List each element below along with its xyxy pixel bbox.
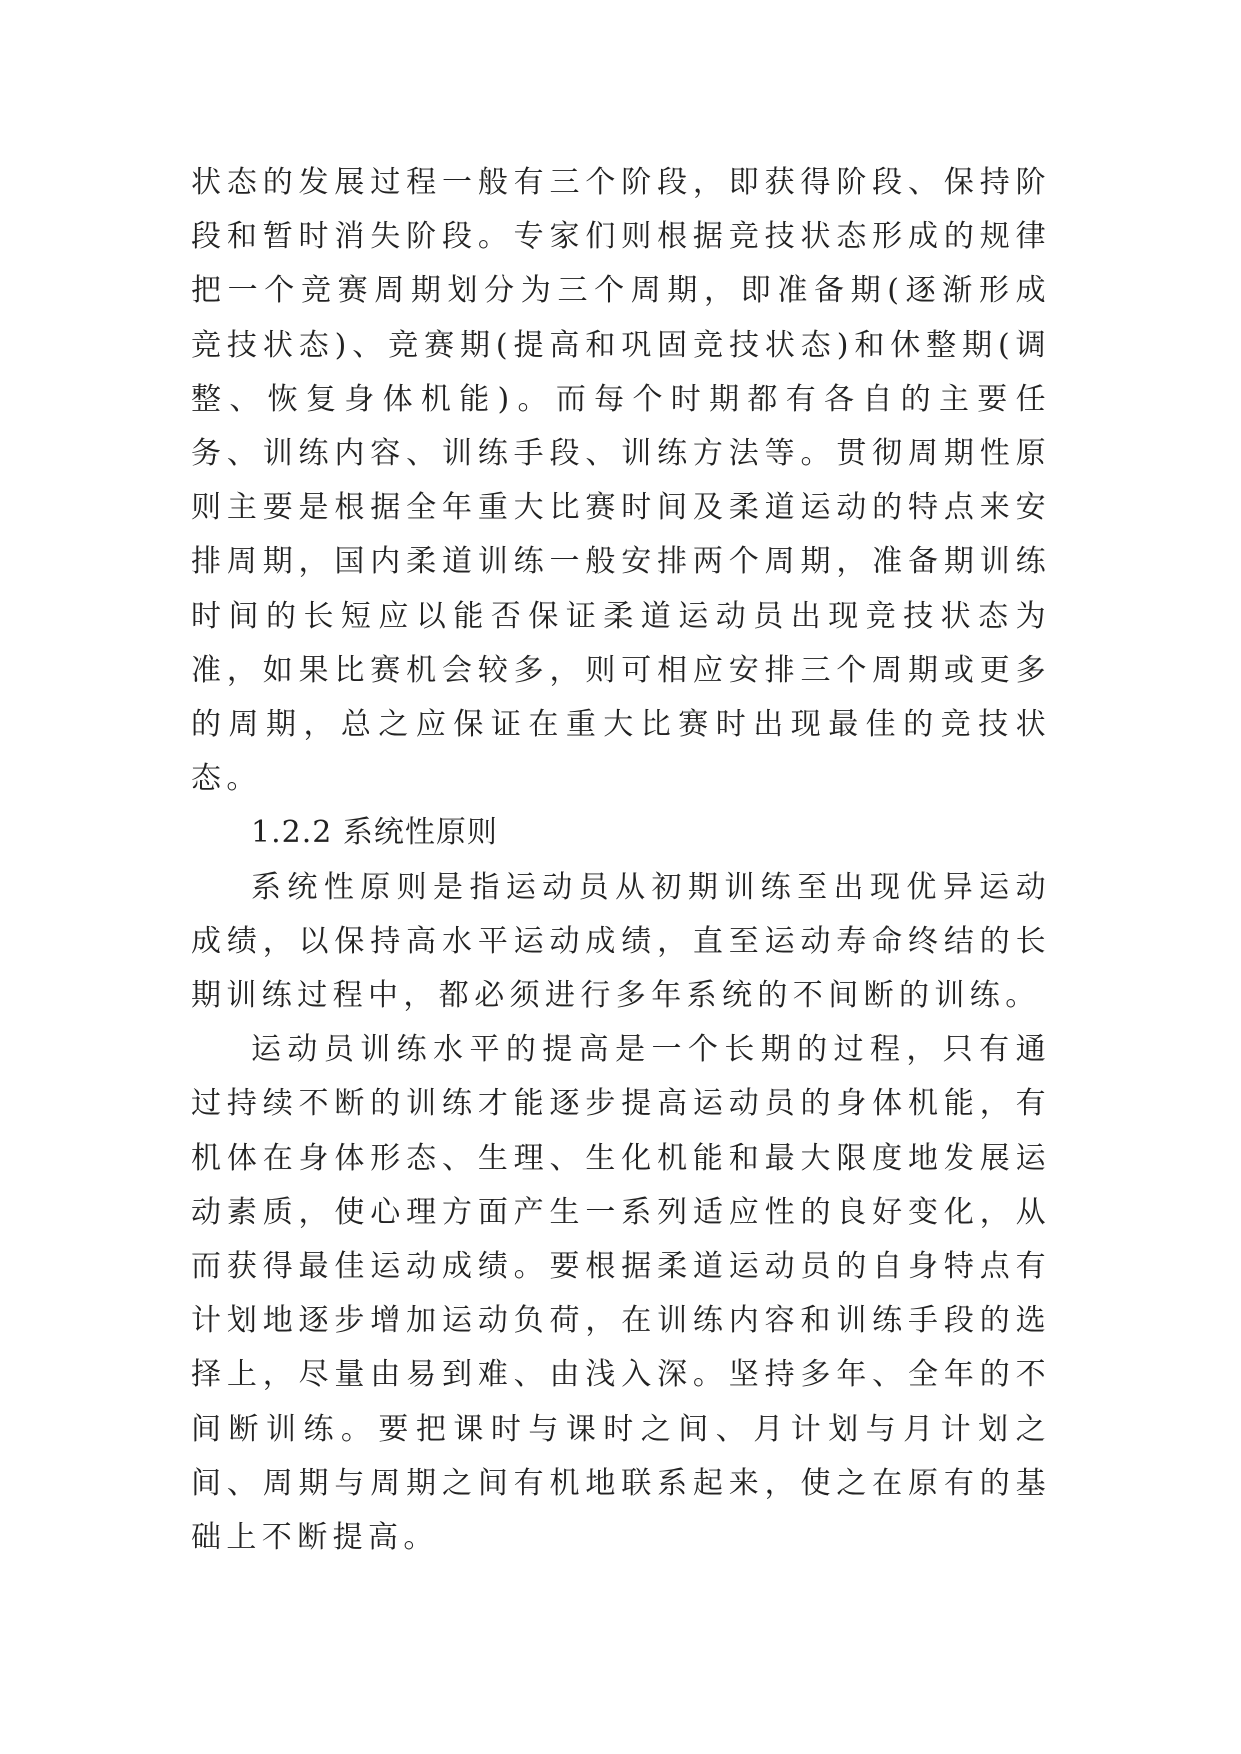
paragraph-training-improvement: 运动员训练水平的提高是一个长期的过程，只有通过持续不断的训练才能逐步提高运动员的身体机能，有机体在身体形态、生理、生化机能和最大限度地发展运动素质，使心理方面产生一系列适应性的良好变化，从而获得最佳运动成绩。要根据柔道运动员的自身特点有计划地逐步增加运动负荷，在训练内容和训练手段的选择上，尽量由易到难、由浅入深。坚持多年、全年的不间断训练。要把课时与课时之间、月计划与月计划之间、周期与周期之间有机地联系起来，使之在原有的基础上不断提高。 xyxy=(191,1032,1051,1556)
section-heading-systematic-principle: 1.2.2 系统性原则 xyxy=(251,815,498,851)
paragraph-systematic-definition: 系统性原则是指运动员从初期训练至出现优异运动成绩，以保持高水平运动成绩，直至运动寿命终结的长期训练过程中，都必须进行多年系统的不间断的训练。 xyxy=(191,869,1051,1014)
document-body xyxy=(191,156,1051,1565)
paragraph-periodization: 状态的发展过程一般有三个阶段，即获得阶段、保持阶段和暂时消失阶段。专家们则根据竞技状态形成的规律把一个竞赛周期划分为三个周期，即准备期(逐渐形成竞技状态)、竞赛期(提高和巩固竞技状态)和休整期(调整、恢复身体机能)。而每个时期都有各自的主要任务、训练内容、训练手段、训练方法等。贯彻周期性原则主要是根据全年重大比赛时间及柔道运动的特点来安排周期，国内柔道训练一般安排两个周期，准备期训练时间的长短应以能否保证柔道运动员出现竞技状态为准，如果比赛机会较多，则可相应安排三个周期或更多的周期，总之应保证在重大比赛时出现最佳的竞技状态。 xyxy=(191,165,1051,797)
